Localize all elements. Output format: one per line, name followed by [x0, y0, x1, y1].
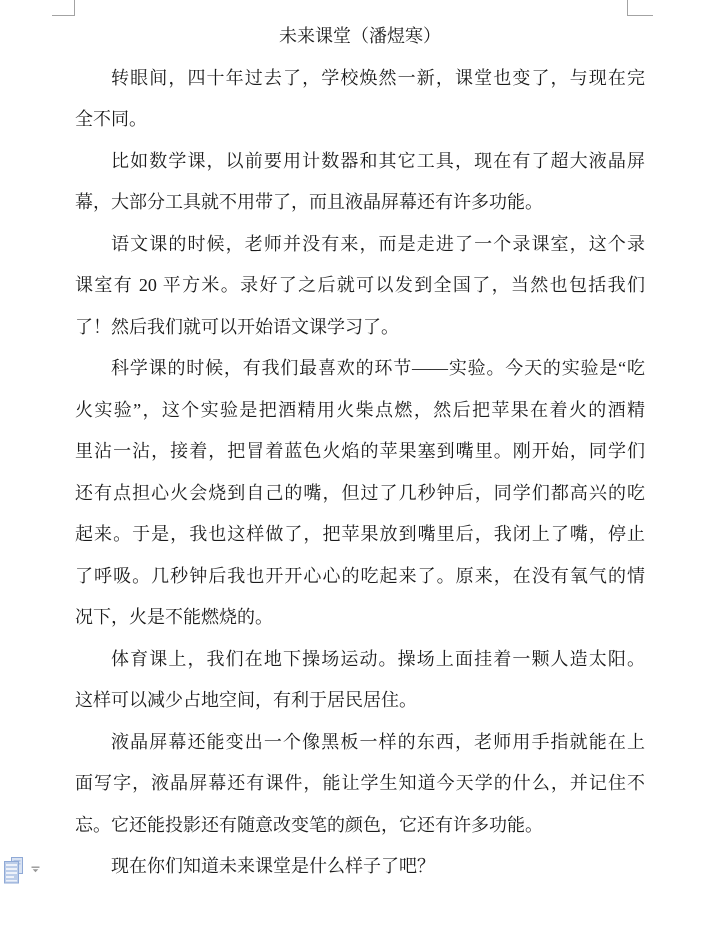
document-line: 液晶屏幕还能变出一个像黑板一样的东西，老师用手指就能在上 [111, 731, 645, 752]
dropdown-arrow-icon[interactable] [31, 866, 41, 874]
document-line: 全不同。 [75, 109, 147, 129]
document-line: 幕，大部分工具就不用带了，而且液晶屏幕还有许多功能。 [75, 192, 543, 212]
document-title: 未来课堂（潘煜寒） [279, 26, 441, 46]
document-line: 了！然后我们就可以开始语文课学习了。 [75, 316, 399, 337]
margin-crop-mark-top-right [627, 0, 653, 16]
document-body [75, 16, 645, 888]
document-line: 转眼间，四十年过去了，学校焕然一新，课堂也变了，与现在完 [111, 67, 645, 88]
document-line: 这样可以减少占地空间，有利于居民居住。 [75, 690, 417, 710]
document-line: 况下，火是不能燃烧的。 [75, 607, 273, 627]
document-line: 现在你们知道未来课堂是什么样子了吧？ [111, 856, 435, 876]
paragraphs-container [75, 58, 645, 888]
document-line: 起来。于是，我也这样做了，把苹果放到嘴里后，我闭上了嘴，停止 [75, 524, 645, 544]
margin-crop-mark-top-left [52, 0, 75, 16]
document-line: 忘。它还能投影还有随意改变笔的颜色，它还有许多功能。 [75, 814, 543, 835]
paste-options-icon[interactable] [4, 857, 24, 884]
document-line: 语文课的时候，老师并没有来，而是走进了一个录课室，这个录 [111, 233, 645, 254]
document-line: 里沾一沾，接着，把冒着蓝色火焰的苹果塞到嘴里。刚开始，同学们 [75, 441, 645, 461]
document-line: 体育课上，我们在地下操场运动。操场上面挂着一颗人造太阳。 [111, 648, 645, 669]
document-line: 了呼吸。几秒钟后我也开开心心的吃起来了。原来，在没有氧气的情 [75, 565, 645, 586]
document-line: 火实验”，这个实验是把酒精用火柴点燃，然后把苹果在着火的酒精 [75, 399, 645, 420]
document-line: 课室有 20 平方米。录好了之后就可以发到全国了，当然也包括我们 [75, 275, 645, 295]
paste-options-widget[interactable] [4, 856, 46, 886]
document-line: 科学课的时候，有我们最喜欢的环节——实验。今天的实验是“吃 [111, 358, 645, 378]
document-line: 还有点担心火会烧到自己的嘴，但过了几秒钟后，同学们都高兴的吃 [75, 482, 645, 503]
document-line: 比如数学课，以前要用计数器和其它工具，现在有了超大液晶屏 [111, 150, 645, 171]
document-line: 面写字，液晶屏幕还有课件，能让学生知道今天学的什么，并记住不 [75, 773, 645, 793]
